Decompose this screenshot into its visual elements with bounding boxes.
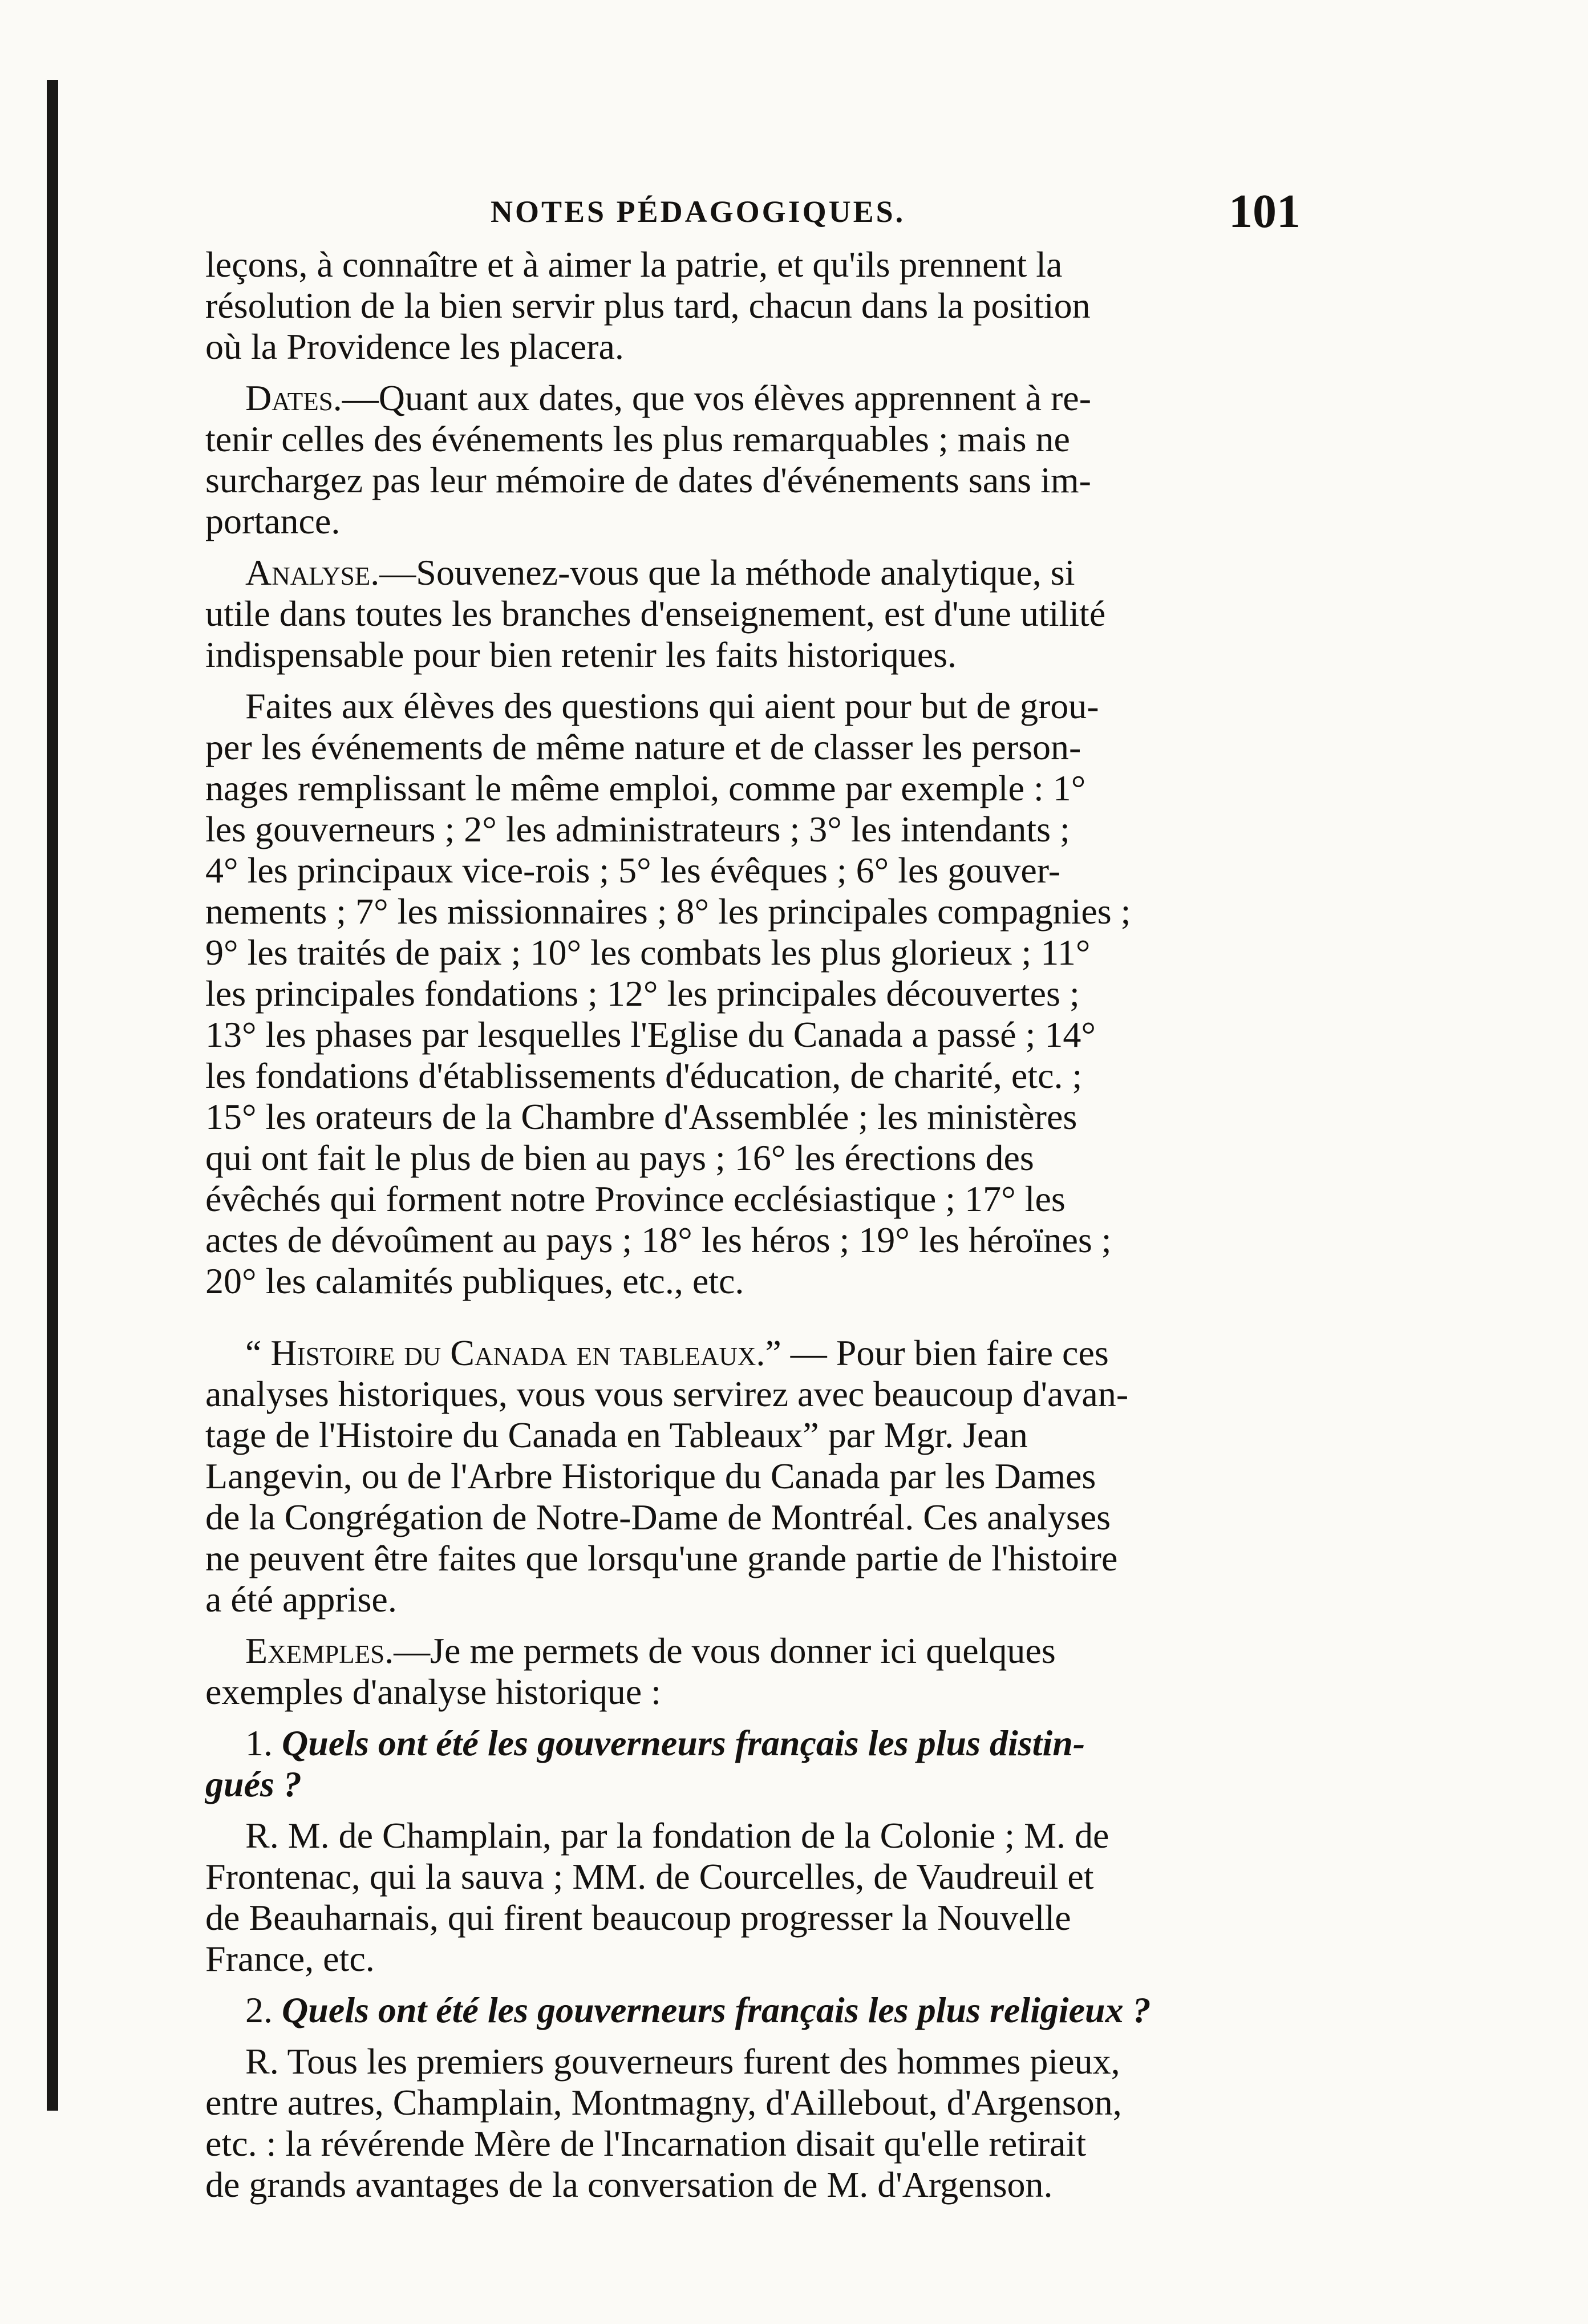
text-line: les principales fondations ; 12° les principales découvertes ; [205,973,1080,1014]
body-text [205,244,1301,2205]
book-page [205,171,1301,2205]
text-line: 4° les principaux vice-rois ; 5° les évêques ; 6° les gouver- [205,850,1061,890]
text-run: —Je me permets de vous donner ici quelques [394,1630,1056,1671]
text-line: les gouverneurs ; 2° les administrateurs ; 3° les intendants ; [205,809,1070,849]
running-head [205,171,1301,238]
section-lead-exemples: Exemples. [245,1630,394,1671]
text-line: ne peuvent être faites que lorsqu'une grande partie de l'histoire [205,1538,1118,1578]
text-line: exemples d'analyse historique : [205,1671,661,1712]
text-line: R. Tous les premiers gouverneurs furent des hommes pieux, [245,2041,1120,2082]
text-line: résolution de la bien servir plus tard, chacun dans la position [205,285,1091,326]
text-line: évêchés qui forment notre Province ecclésiastique ; 17° les [205,1179,1066,1219]
question-text: Quels ont été les gouverneurs français les plus distin- [282,1723,1085,1763]
text-line: les fondations d'établissements d'éducation, de charité, etc. ; [205,1055,1083,1096]
question-1 [205,1723,1301,1805]
question-number: 2. [245,1990,273,2030]
text-line: actes de dévoûment au pays ; 18° les héros ; 19° les héroïnes ; [205,1220,1112,1260]
answer-1 [205,1815,1301,1979]
page-number: 101 [1229,185,1301,238]
text-line: tage de l'Histoire du Canada en Tableaux” par Mgr. Jean [205,1415,1028,1455]
text-line: qui ont fait le plus de bien au pays ; 16° les érections des [205,1137,1034,1178]
text-run: —Souvenez-vous que la méthode analytique, si [379,552,1075,593]
text-line: où la Providence les placera. [205,326,624,367]
text-line: France, etc. [205,1938,375,1979]
text-line: entre autres, Champlain, Montmagny, d'Aillebout, d'Argenson, [205,2082,1122,2123]
text-line: analyses historiques, vous vous servirez avec beaucoup d'avan- [205,1374,1129,1414]
paragraph-patrie [205,244,1301,367]
paragraph-questions [205,686,1301,1302]
question-2 [205,1990,1301,2031]
text-line: R. M. de Champlain, par la fondation de la Colonie ; M. de [245,1815,1109,1856]
text-line: de grands avantages de la conversation de M. d'Argenson. [205,2164,1053,2205]
question-text: Quels ont été les gouverneurs français les plus religieux ? [282,1990,1151,2030]
text-line: a été apprise. [205,1579,397,1619]
section-lead-analyse: Analyse. [245,552,380,593]
text-line [205,1630,1301,1671]
answer-2 [205,2041,1301,2205]
text-line: utile dans toutes les branches d'enseignement, est d'une utilité [205,593,1106,634]
text-line: nements ; 7° les missionnaires ; 8° les principales compagnies ; [205,891,1131,932]
text-line: de Beauharnais, qui firent beaucoup progresser la Nouvelle [205,1897,1071,1938]
text-line [205,1990,1301,2031]
section-lead-histoire: “ Histoire du Canada en tableaux.” [245,1333,781,1373]
paragraph-histoire-tableaux [205,1333,1301,1620]
question-number: 1. [245,1723,273,1763]
text-run: —Quant aux dates, que vos élèves apprennent à re- [342,378,1092,418]
text-line: 9° les traités de paix ; 10° les combats les plus glorieux ; 11° [205,932,1091,973]
text-line: indispensable pour bien retenir les faits historiques. [205,634,957,675]
text-line: nages remplissant le même emploi, comme par exemple : 1° [205,768,1086,808]
text-line: Frontenac, qui la sauva ; MM. de Courcelles, de Vaudreuil et [205,1856,1094,1897]
text-run: — Pour bien faire ces [781,1333,1109,1373]
text-line: surchargez pas leur mémoire de dates d'événements sans im- [205,460,1091,500]
text-line [205,1723,1301,1764]
text-line: etc. : la révérende Mère de l'Incarnation disait qu'elle retirait [205,2123,1087,2164]
running-head-title: NOTES PÉDAGOGIQUES. [491,195,906,229]
paragraph-dates [205,378,1301,542]
paragraph-exemples [205,1630,1301,1712]
text-line: leçons, à connaître et à aimer la patrie, et qu'ils prennent la [205,244,1063,285]
text-line: 20° les calamités publiques, etc., etc. [205,1261,744,1301]
text-line: Langevin, ou de l'Arbre Historique du Canada par les Dames [205,1456,1096,1496]
section-lead-dates: Dates. [245,378,342,418]
binding-edge-rule [47,80,58,2111]
question-text: gués ? [205,1764,302,1804]
text-line: portance. [205,501,341,541]
text-line [205,378,1301,419]
text-line: per les événements de même nature et de classer les person- [205,727,1081,767]
text-line [205,552,1301,593]
text-line: tenir celles des événements les plus remarquables ; mais ne [205,419,1070,459]
text-line [205,1333,1301,1374]
text-line: Faites aux élèves des questions qui aient pour but de grou- [245,686,1099,726]
text-line: 13° les phases par lesquelles l'Eglise du Canada a passé ; 14° [205,1014,1096,1055]
text-line: 15° les orateurs de la Chambre d'Assemblée ; les ministères [205,1096,1077,1137]
paragraph-analyse [205,552,1301,675]
text-line: de la Congrégation de Notre-Dame de Montréal. Ces analyses [205,1497,1111,1537]
